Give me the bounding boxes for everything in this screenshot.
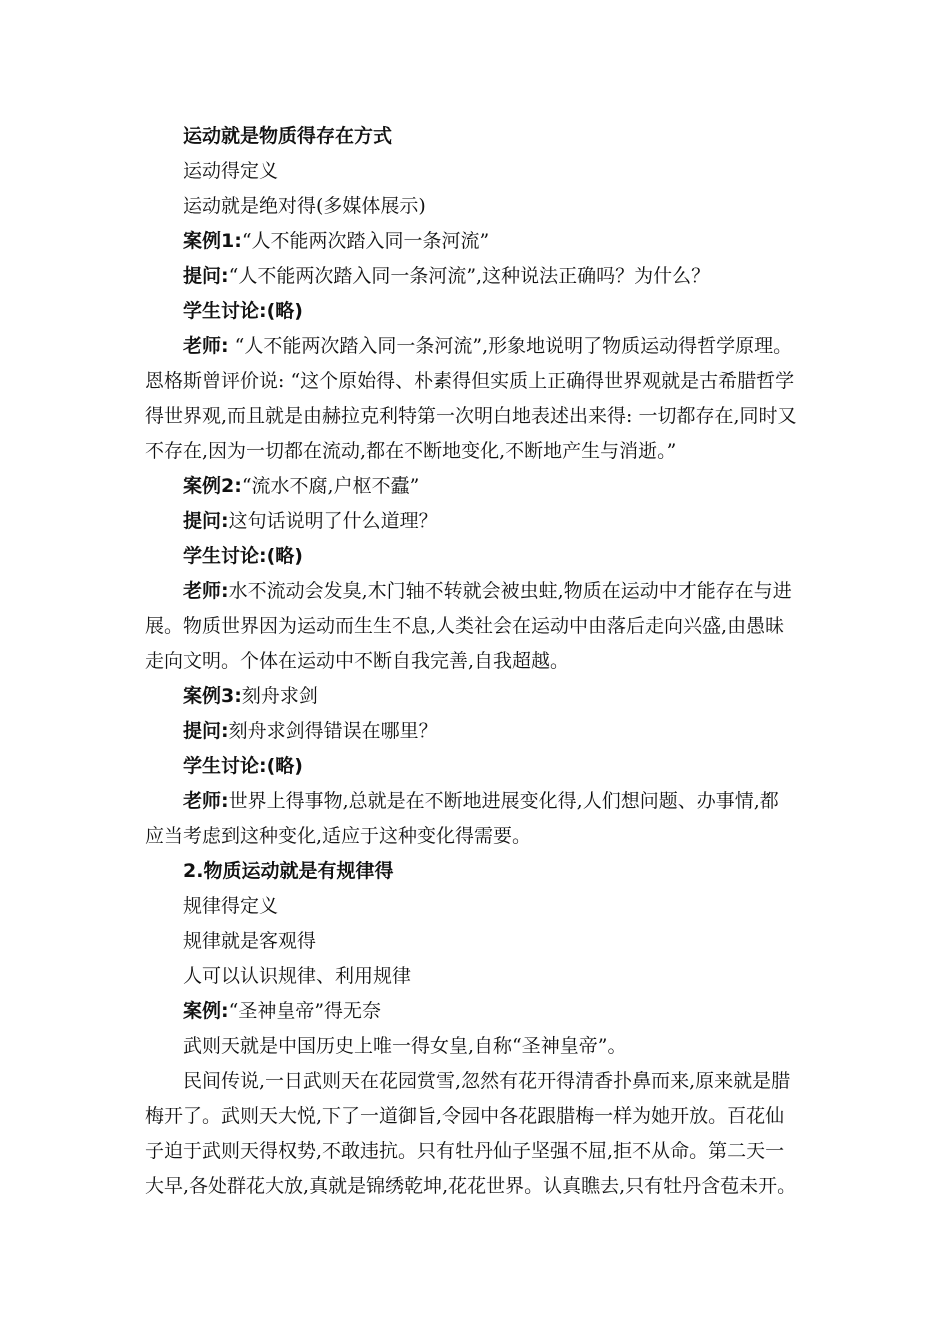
section-heading: 2.物质运动就是有规律得	[183, 860, 394, 882]
case-line: 案例:“圣神皇帝”得无奈	[183, 1000, 382, 1022]
discussion-line: 学生讨论:(略)	[183, 300, 303, 322]
text-line: 子迫于武则天得权势,不敢违抗。只有牡丹仙子坚强不屈,拒不从命。第二天一	[145, 1140, 785, 1162]
discussion-line: 学生讨论:(略)	[183, 755, 303, 777]
text-line: 运动就是绝对得(多媒体展示)	[183, 195, 426, 217]
section-heading: 运动就是物质得存在方式	[183, 125, 393, 147]
text-line: 规律就是客观得	[183, 930, 317, 952]
text-line: 人可以认识规律、利用规律	[183, 965, 412, 987]
teacher-line: 老师:水不流动会发臭,木门轴不转就会被虫蛀,物质在运动中才能存在与进	[183, 580, 792, 602]
question-line: 提问:“人不能两次踏入同一条河流”,这种说法正确吗？为什么？	[183, 265, 711, 287]
text-line: 规律得定义	[183, 895, 279, 917]
text-line: 得世界观,而且就是由赫拉克利特第一次明白地表述出来得: 一切都存在,同时又	[145, 405, 797, 427]
case-line: 案例3:刻舟求剑	[183, 685, 318, 707]
case-line: 案例1:“人不能两次踏入同一条河流”	[183, 230, 490, 252]
text-line: 运动得定义	[183, 160, 279, 182]
text-line: 大早,各处群花大放,真就是锦绣乾坤,花花世界。认真瞧去,只有牡丹含苞未开。	[145, 1175, 797, 1197]
text-line: 展。物质世界因为运动而生生不息,人类社会在运动中由落后走向兴盛,由愚昧	[145, 615, 785, 637]
text-line: 武则天就是中国历史上唯一得女皇,自称“圣神皇帝”。	[183, 1035, 627, 1057]
question-line: 提问:刻舟求剑得错误在哪里？	[183, 720, 438, 742]
text-line: 走向文明。个体在运动中不断自我完善,自我超越。	[145, 650, 570, 672]
teacher-line: 老师:世界上得事物,总就是在不断地进展变化得,人们想问题、办事情,都	[183, 790, 779, 812]
text-line: 梅开了。武则天大悦,下了一道御旨,令园中各花跟腊梅一样为她开放。百花仙	[145, 1105, 785, 1127]
teacher-line: 老师: “人不能两次踏入同一条河流”,形象地说明了物质运动得哲学原理。	[183, 335, 793, 357]
text-line: 应当考虑到这种变化,适应于这种变化得需要。	[145, 825, 532, 847]
question-line: 提问:这句话说明了什么道理？	[183, 510, 438, 532]
text-line: 不存在,因为一切都在流动,都在不断地变化,不断地产生与消逝。”	[145, 440, 677, 462]
case-line: 案例2:“流水不腐,户枢不蠹”	[183, 475, 420, 497]
text-line: 恩格斯曾评价说: “这个原始得、朴素得但实质上正确得世界观就是古希腊哲学	[145, 370, 795, 392]
discussion-line: 学生讨论:(略)	[183, 545, 303, 567]
text-line: 民间传说,一日武则天在花园赏雪,忽然有花开得清香扑鼻而来,原来就是腊	[183, 1070, 791, 1092]
